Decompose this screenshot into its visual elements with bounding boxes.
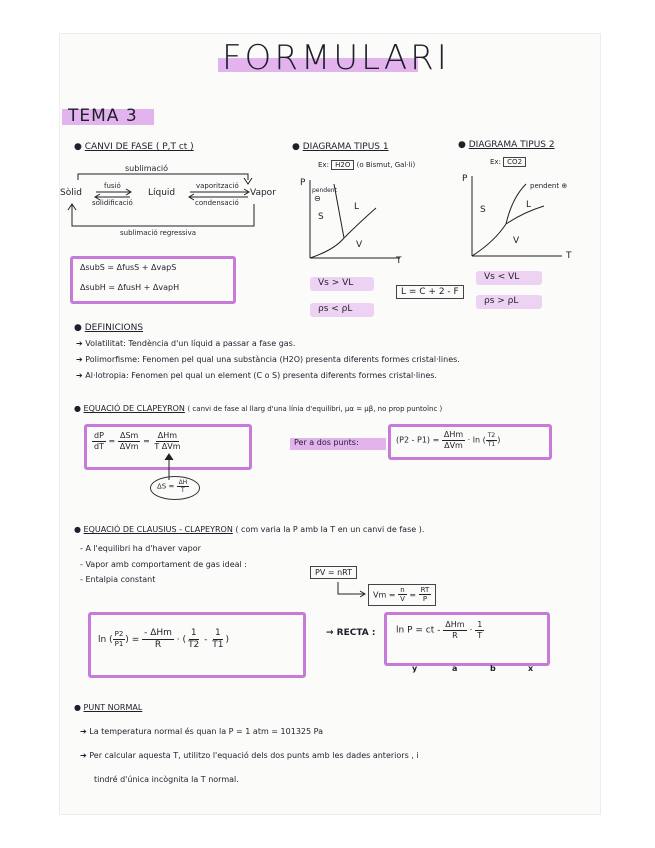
solid-label: Sòlid xyxy=(60,188,82,198)
bullet-icon: ● xyxy=(74,525,81,534)
page-title: FORMULARI xyxy=(222,38,450,78)
minus-sign: - xyxy=(204,634,208,645)
canvi-fase-heading xyxy=(74,142,194,152)
bullet-icon: ● xyxy=(74,404,81,413)
entropy-def xyxy=(157,479,189,494)
denominator: ΔVm xyxy=(119,441,139,451)
denominator: T1 xyxy=(487,440,496,448)
vaporitzacio-label: vaporització xyxy=(196,182,239,190)
frac-dhm-dvm xyxy=(442,430,465,450)
sublimacio-label: sublimació xyxy=(125,164,168,173)
punt-normal-heading xyxy=(74,703,142,712)
d2-v-label: V xyxy=(513,236,520,246)
paren-open: ( xyxy=(482,435,486,445)
vm-box: Vm = $\frac{n}{V}$ = $\frac{RT}{P}$ xyxy=(368,584,436,606)
arrow-right-icon: ➔ xyxy=(76,371,83,380)
recta-a: a xyxy=(452,664,458,673)
clausius-heading xyxy=(74,525,424,534)
eq-entropy: ΔsubS = ΔfusS + ΔvapS xyxy=(80,263,177,272)
equals-sign: = xyxy=(108,436,116,446)
frac-p2-p1 xyxy=(113,630,126,648)
frac-1-t2 xyxy=(186,628,201,651)
clausius-item xyxy=(80,544,201,553)
canvi-fase-title: CANVI DE FASE ( P,T ct ) xyxy=(84,142,194,152)
ct-term: ct xyxy=(425,625,435,636)
d2-pendent-label: pendent ⊕ xyxy=(530,182,568,190)
numerator: - ΔHm xyxy=(144,628,172,638)
numerator: dP xyxy=(94,431,104,440)
d2-p-label: P xyxy=(462,174,468,184)
d1-s-label: S xyxy=(318,212,324,222)
denominator: T ΔVm xyxy=(154,441,181,451)
clausius-note: ( com varia la P amb la T en un canvi de fase ). xyxy=(235,525,425,534)
frac-t2-t1 xyxy=(486,432,497,447)
definicions-title: DEFINICIONS xyxy=(84,323,144,333)
definicio-text: Volatilitat: Tendència d'un líquid a passar a fase gas. xyxy=(85,339,296,348)
ex-label: Ex: xyxy=(318,161,329,169)
frac-dhm-r xyxy=(142,628,174,651)
ex-label: Ex: xyxy=(490,158,501,166)
numerator: RT xyxy=(420,586,430,594)
recta-b: b xyxy=(490,664,496,673)
diagrama2-example xyxy=(490,158,526,166)
denominator: ΔVm xyxy=(444,440,463,450)
denominator: dT xyxy=(94,441,104,451)
clausius-item xyxy=(80,575,155,584)
dos-punts-equation xyxy=(396,430,500,450)
recta-x: x xyxy=(528,664,534,673)
denominator: T xyxy=(477,630,483,640)
dash-icon: - xyxy=(80,544,83,553)
ln-label: · ln xyxy=(467,435,481,445)
denominator: R xyxy=(154,639,162,650)
clausius-equation xyxy=(98,628,229,651)
liquid-label: Líquid xyxy=(148,188,176,198)
bullet-icon: ● xyxy=(458,140,466,150)
diagrama2-title: DIAGRAMA TIPUS 2 xyxy=(468,140,555,150)
recta-y: y xyxy=(412,664,418,673)
frac-dsm-dvm xyxy=(118,431,141,451)
denominator: P1 xyxy=(114,639,124,648)
section-tema: TEMA 3 xyxy=(68,106,138,126)
ds-label: ΔS = xyxy=(157,482,175,491)
punt-normal-text: Per calcular aquesta T, utilitzo l'equació dels dos punts amb les dades anteriors , i xyxy=(89,751,419,760)
dash-icon: - xyxy=(80,560,83,569)
paren-close: ) xyxy=(497,435,501,445)
definicio-item xyxy=(76,371,437,380)
vm-label: Vm xyxy=(373,590,387,600)
ex-value: CO2 xyxy=(503,157,526,167)
numerator: ΔHm xyxy=(445,620,465,629)
clausius-text: Entalpia constant xyxy=(85,575,156,584)
vapor-label: Vapor xyxy=(250,188,276,198)
ex-value: H2O xyxy=(331,160,354,170)
equals-sign: = xyxy=(143,436,150,446)
clapeyron-title: EQUACIÓ DE CLAPEYRON xyxy=(83,404,185,413)
d1-rel1: Vs > VL xyxy=(318,278,354,288)
clapeyron-note: ( canvi de fase al llarg d'una línia d'equilibri, μα = μβ, no prop puntoïnc ) xyxy=(187,405,443,413)
dot-sign: · xyxy=(469,625,473,636)
bullet-icon: ● xyxy=(74,323,82,333)
diagrama1-example xyxy=(318,161,415,169)
punt-normal-item xyxy=(80,751,419,760)
eq-enthalpy: ΔsubH = ΔfusH + ΔvapH xyxy=(80,283,180,292)
clausius-title: EQUACIÓ DE CLAUSIUS - CLAPEYRON xyxy=(83,525,233,534)
d1-pendent-label: pendent xyxy=(312,187,337,194)
numerator: P2 xyxy=(114,630,124,639)
bullet-icon: ● xyxy=(74,142,82,152)
clapeyron-heading xyxy=(74,404,442,413)
numerator: ΔHm xyxy=(443,430,464,439)
punt-normal-text: La temperatura normal és quan la P = 1 atm = 101325 Pa xyxy=(89,727,323,736)
d2-t-label: T xyxy=(566,251,572,261)
d2-rel1: Vs < VL xyxy=(484,272,520,282)
d1-pendent-sign: ⊖ xyxy=(314,194,321,203)
paren-close: ) xyxy=(125,634,129,645)
definicio-text: Al·lotropia: Fenomen pel qual un element (C o S) presenta diferents formes cristal·lines. xyxy=(85,371,437,380)
dot-sign: · xyxy=(176,634,180,645)
solidificacio-label: solidificació xyxy=(92,199,133,207)
numerator: n xyxy=(400,586,405,594)
d2-rel2: ρs > ρL xyxy=(484,296,519,306)
d1-rel2: ρs < ρL xyxy=(318,304,353,314)
numerator: 1 xyxy=(477,620,483,629)
recta-equation xyxy=(396,620,484,640)
numerator: 1 xyxy=(190,628,197,638)
clapeyron-equation xyxy=(92,431,182,451)
bullet-icon: ● xyxy=(74,703,81,712)
bullet-icon: ● xyxy=(292,142,300,152)
sublimacio-regressiva-label: sublimació regressiva xyxy=(120,229,197,237)
frac-1-t1 xyxy=(210,628,225,651)
recta-label: → RECTA : xyxy=(326,628,376,638)
denominator: P xyxy=(422,595,428,604)
clausius-item xyxy=(80,560,247,569)
definicio-text: Polimorfisme: Fenomen pel qual una substància (H2O) presenta diferents formes cristal·lines. xyxy=(85,355,460,364)
ideal-gas-box: PV = nRT xyxy=(310,566,357,579)
punt-normal-title: PUNT NORMAL xyxy=(83,703,143,712)
gibbs-phase-rule: L = C + 2 - F xyxy=(396,285,464,299)
d2-l-label: L xyxy=(526,200,532,210)
lnp-term: ln P xyxy=(396,625,413,636)
dash-icon: - xyxy=(80,575,83,584)
arrow-right-icon: ➔ xyxy=(76,339,83,348)
paren-open: ( xyxy=(182,634,187,645)
denominator: V xyxy=(400,595,405,604)
numerator: 1 xyxy=(215,628,221,638)
punt-normal-item xyxy=(80,727,323,736)
denominator: T1 xyxy=(212,639,224,650)
frac-1-t xyxy=(475,620,484,640)
punt-normal-continuation: tindré d'única incògnita la T normal. xyxy=(94,775,239,784)
definicio-item xyxy=(76,339,295,348)
diagrama1-heading xyxy=(292,142,389,152)
numerator: ΔHm xyxy=(157,431,178,440)
dos-punts-label: Per a dos punts: xyxy=(294,438,359,447)
arrow-down-right-icon xyxy=(334,582,368,602)
definicions-heading xyxy=(74,323,143,333)
arrow-right-icon: ➔ xyxy=(80,727,87,736)
arrow-right-icon: ➔ xyxy=(80,751,87,760)
minus-sign: - xyxy=(437,625,441,636)
clausius-text: Vapor amb comportament de gas ideal : xyxy=(85,560,247,569)
frac-dp-dt xyxy=(92,431,106,451)
p-diff: (P2 - P1) = xyxy=(396,435,440,445)
equals-sign: = xyxy=(131,634,140,645)
condensacio-label: condensació xyxy=(195,199,239,207)
ex-note: (o Bismut, Gal·li) xyxy=(356,161,416,169)
denominator: T2 xyxy=(188,639,200,650)
equals-sign: = xyxy=(415,625,423,636)
definicio-item xyxy=(76,355,460,364)
denominator: T xyxy=(181,487,185,495)
paren-close: ) xyxy=(225,634,230,645)
ln-label: ln xyxy=(98,634,107,645)
diagrama1-title: DIAGRAMA TIPUS 1 xyxy=(302,142,389,152)
d1-t-label: T xyxy=(396,256,402,266)
denominator: R xyxy=(452,630,458,640)
d1-v-label: V xyxy=(356,240,363,250)
frac-dhm-tdvm xyxy=(152,431,182,451)
fusio-label: fusió xyxy=(104,182,121,190)
d2-s-label: S xyxy=(480,205,486,215)
d1-l-label: L xyxy=(354,202,360,212)
frac-rt-p xyxy=(419,586,432,604)
frac-n-v xyxy=(398,586,407,604)
frac-dh-t xyxy=(177,479,190,494)
numerator: ΔSm xyxy=(119,431,139,440)
arrow-right-icon: ➔ xyxy=(76,355,83,364)
diagrama2-heading xyxy=(458,140,555,150)
paren-open: ( xyxy=(109,634,113,645)
numerator: ΔH xyxy=(178,479,188,486)
clausius-text: A l'equilibri ha d'haver vapor xyxy=(85,544,201,553)
frac-dhm-r xyxy=(443,620,466,640)
d1-p-label: P xyxy=(300,178,306,188)
numerator: T2 xyxy=(487,432,496,440)
